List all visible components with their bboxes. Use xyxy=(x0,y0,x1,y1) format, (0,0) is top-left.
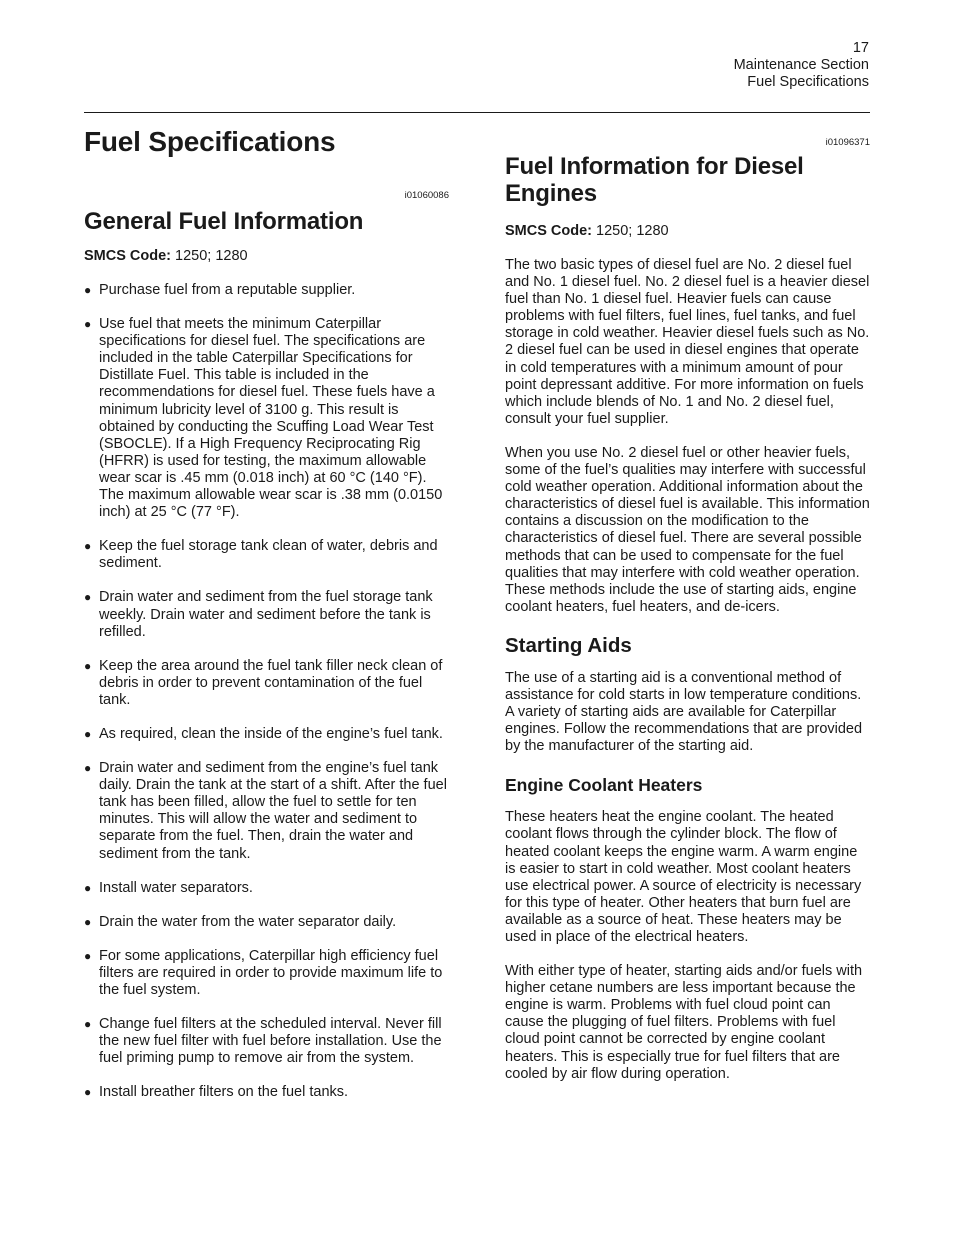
bullet-icon: ● xyxy=(84,1017,92,1032)
header-rule xyxy=(84,112,870,113)
bullet-icon: ● xyxy=(84,726,92,741)
list-item: ● Install breather filters on the fuel tanks. xyxy=(84,1084,349,1101)
fuel-guidelines-list xyxy=(84,282,449,1101)
bullet-icon: ● xyxy=(84,914,92,929)
subsection-heading: Engine Coolant Heaters xyxy=(505,775,703,796)
paragraph: When you use No. 2 diesel fuel or other heavier fuels, some of the fuel’s qualities may interfere with successful cold weather operation. Additional information about the characteristics of diesel fuel is available. This information contains a discussion on the modification to the characteristics of diesel fuel. There are several possible methods that can be used to compensate for the fuel qualities that may interfere with cold weather operation. These methods include the use of starting aids, engine coolant heaters, fuel heaters, and de-icers. xyxy=(505,444,870,615)
bullet-icon: ● xyxy=(84,283,92,297)
smcs-value: 1250; 1280 xyxy=(592,223,669,239)
paragraph: With either type of heater, starting aids and/or fuels with higher cetane numbers are less important because the engine is warm. Problems with fuel cloud point can cause the plugging of fuel filters. Problems with fuel cloud point cannot be corrected by engine coolant heaters. This is especially true for fuel filters that are cooled by air flow during operation. xyxy=(505,963,863,1082)
smcs-code xyxy=(505,223,870,240)
page-header xyxy=(734,40,869,91)
paragraph: The two basic types of diesel fuel are No. 2 diesel fuel and No. 1 diesel fuel. No. 2 diesel fuel is a heavier diesel fuel than No. 1 diesel fuel. Heavier fuels can cause problems with fuel filters, fuel lines, fuel tanks, and fuel storage in cold weather. Heavier diesel fuels such as No. 2 diesel fuel can be used in diesel engines that operate in cold temperatures with a minimum amount of pour point depressant additive. For more information on fuels which include blends of No. 1 and No. 2 diesel fuel, consult your fuel supplier. xyxy=(505,257,870,427)
bullet-icon: ● xyxy=(84,1085,92,1100)
list-item: ● Drain water and sediment from the fuel storage tank weekly. Drain water and sediment before the tank is refilled. xyxy=(84,589,433,640)
list-item: ● Use fuel that meets the minimum Caterpillar specifications for diesel fuel. The specifications are included in the table Caterpillar Specifications for Distillate Fuel. This table is included in the recommendations for diesel fuel. These fuels have a minimum lubricity level of 3100 g. This result is obtained by conducting the Scuffing Load Wear Test (SBOCLE). If a High Frequency Reciprocating Rig (HFRR) is used for testing, the maximum allowable wear scar is .45 mm (0.018 inch) at 60 °C (140 °F). The maximum allowable wear scar is .38 mm (0.0150 inch) at 25 °C (77 °F). xyxy=(84,316,443,521)
doc-id: i01060086 xyxy=(404,190,449,201)
header-section: Maintenance Section xyxy=(733,57,869,73)
page-number: 17 xyxy=(852,40,869,56)
paragraph: These heaters heat the engine coolant. The heated coolant flows through the cylinder block. The flow of heated coolant keeps the engine warm. A warm engine is easier to start in cold weather. Most coolant heaters use electrical power. A source of electricity is necessary for this type of heater. Other heaters that burn fuel are available as a source of heat. These heaters may be used in place of the electrical heaters. xyxy=(505,809,862,945)
list-item: ● Keep the fuel storage tank clean of water, debris and sediment. xyxy=(84,538,438,572)
section-heading: General Fuel Information xyxy=(84,208,364,235)
smcs-label: SMCS Code: xyxy=(505,223,592,239)
left-column xyxy=(84,124,449,1118)
smcs-value: 1250; 1280 xyxy=(171,248,248,264)
section-heading: Fuel Information for Diesel Engines xyxy=(505,153,804,207)
bullet-icon: ● xyxy=(84,539,92,554)
bullet-icon: ● xyxy=(84,948,92,963)
bullet-icon: ● xyxy=(84,880,92,895)
right-column xyxy=(505,124,870,1083)
list-item: ● For some applications, Caterpillar high efficiency fuel filters are required in order to provide maximum life to the fuel system. xyxy=(84,947,443,998)
bullet-icon: ● xyxy=(84,590,92,605)
list-item: ● Install water separators. xyxy=(84,879,253,896)
bullet-icon: ● xyxy=(84,317,92,332)
list-item: ● Change fuel filters at the scheduled interval. Never fill the new fuel filter with fuel before installation. Use the fuel priming pump to remove air from the system. xyxy=(84,1016,442,1067)
bullet-icon: ● xyxy=(84,658,92,673)
list-item: ● Drain the water from the water separator daily. xyxy=(84,913,397,930)
list-item: ● As required, clean the inside of the engine’s fuel tank. xyxy=(84,725,443,742)
header-subsection: Fuel Specifications xyxy=(747,74,869,90)
list-item: ● Purchase fuel from a reputable supplier. xyxy=(84,282,356,298)
list-item: ● Keep the area around the fuel tank filler neck clean of debris in order to prevent contamination of the fuel tank. xyxy=(84,657,443,708)
subsection-heading: Starting Aids xyxy=(505,633,632,657)
doc-id: i01096371 xyxy=(825,137,870,148)
smcs-code xyxy=(84,248,449,265)
paragraph: The use of a starting aid is a conventional method of assistance for cold starts in low temperature conditions. A variety of starting aids are available for Caterpillar engines. Follow the recommendations that are provided by the manufacturer of the starting aid. xyxy=(505,669,863,755)
smcs-label: SMCS Code: xyxy=(84,248,171,264)
bullet-icon: ● xyxy=(84,761,92,776)
page-title: Fuel Specifications xyxy=(84,126,336,157)
list-item: ● Drain water and sediment from the engine’s fuel tank daily. Drain the tank at the start of a shift. After the fuel tank has been filled, allow the fuel to settle for ten minutes. This will allow the water and sediment to separate from the fuel. Then, drain the water and sediment from the tank. xyxy=(84,760,447,862)
